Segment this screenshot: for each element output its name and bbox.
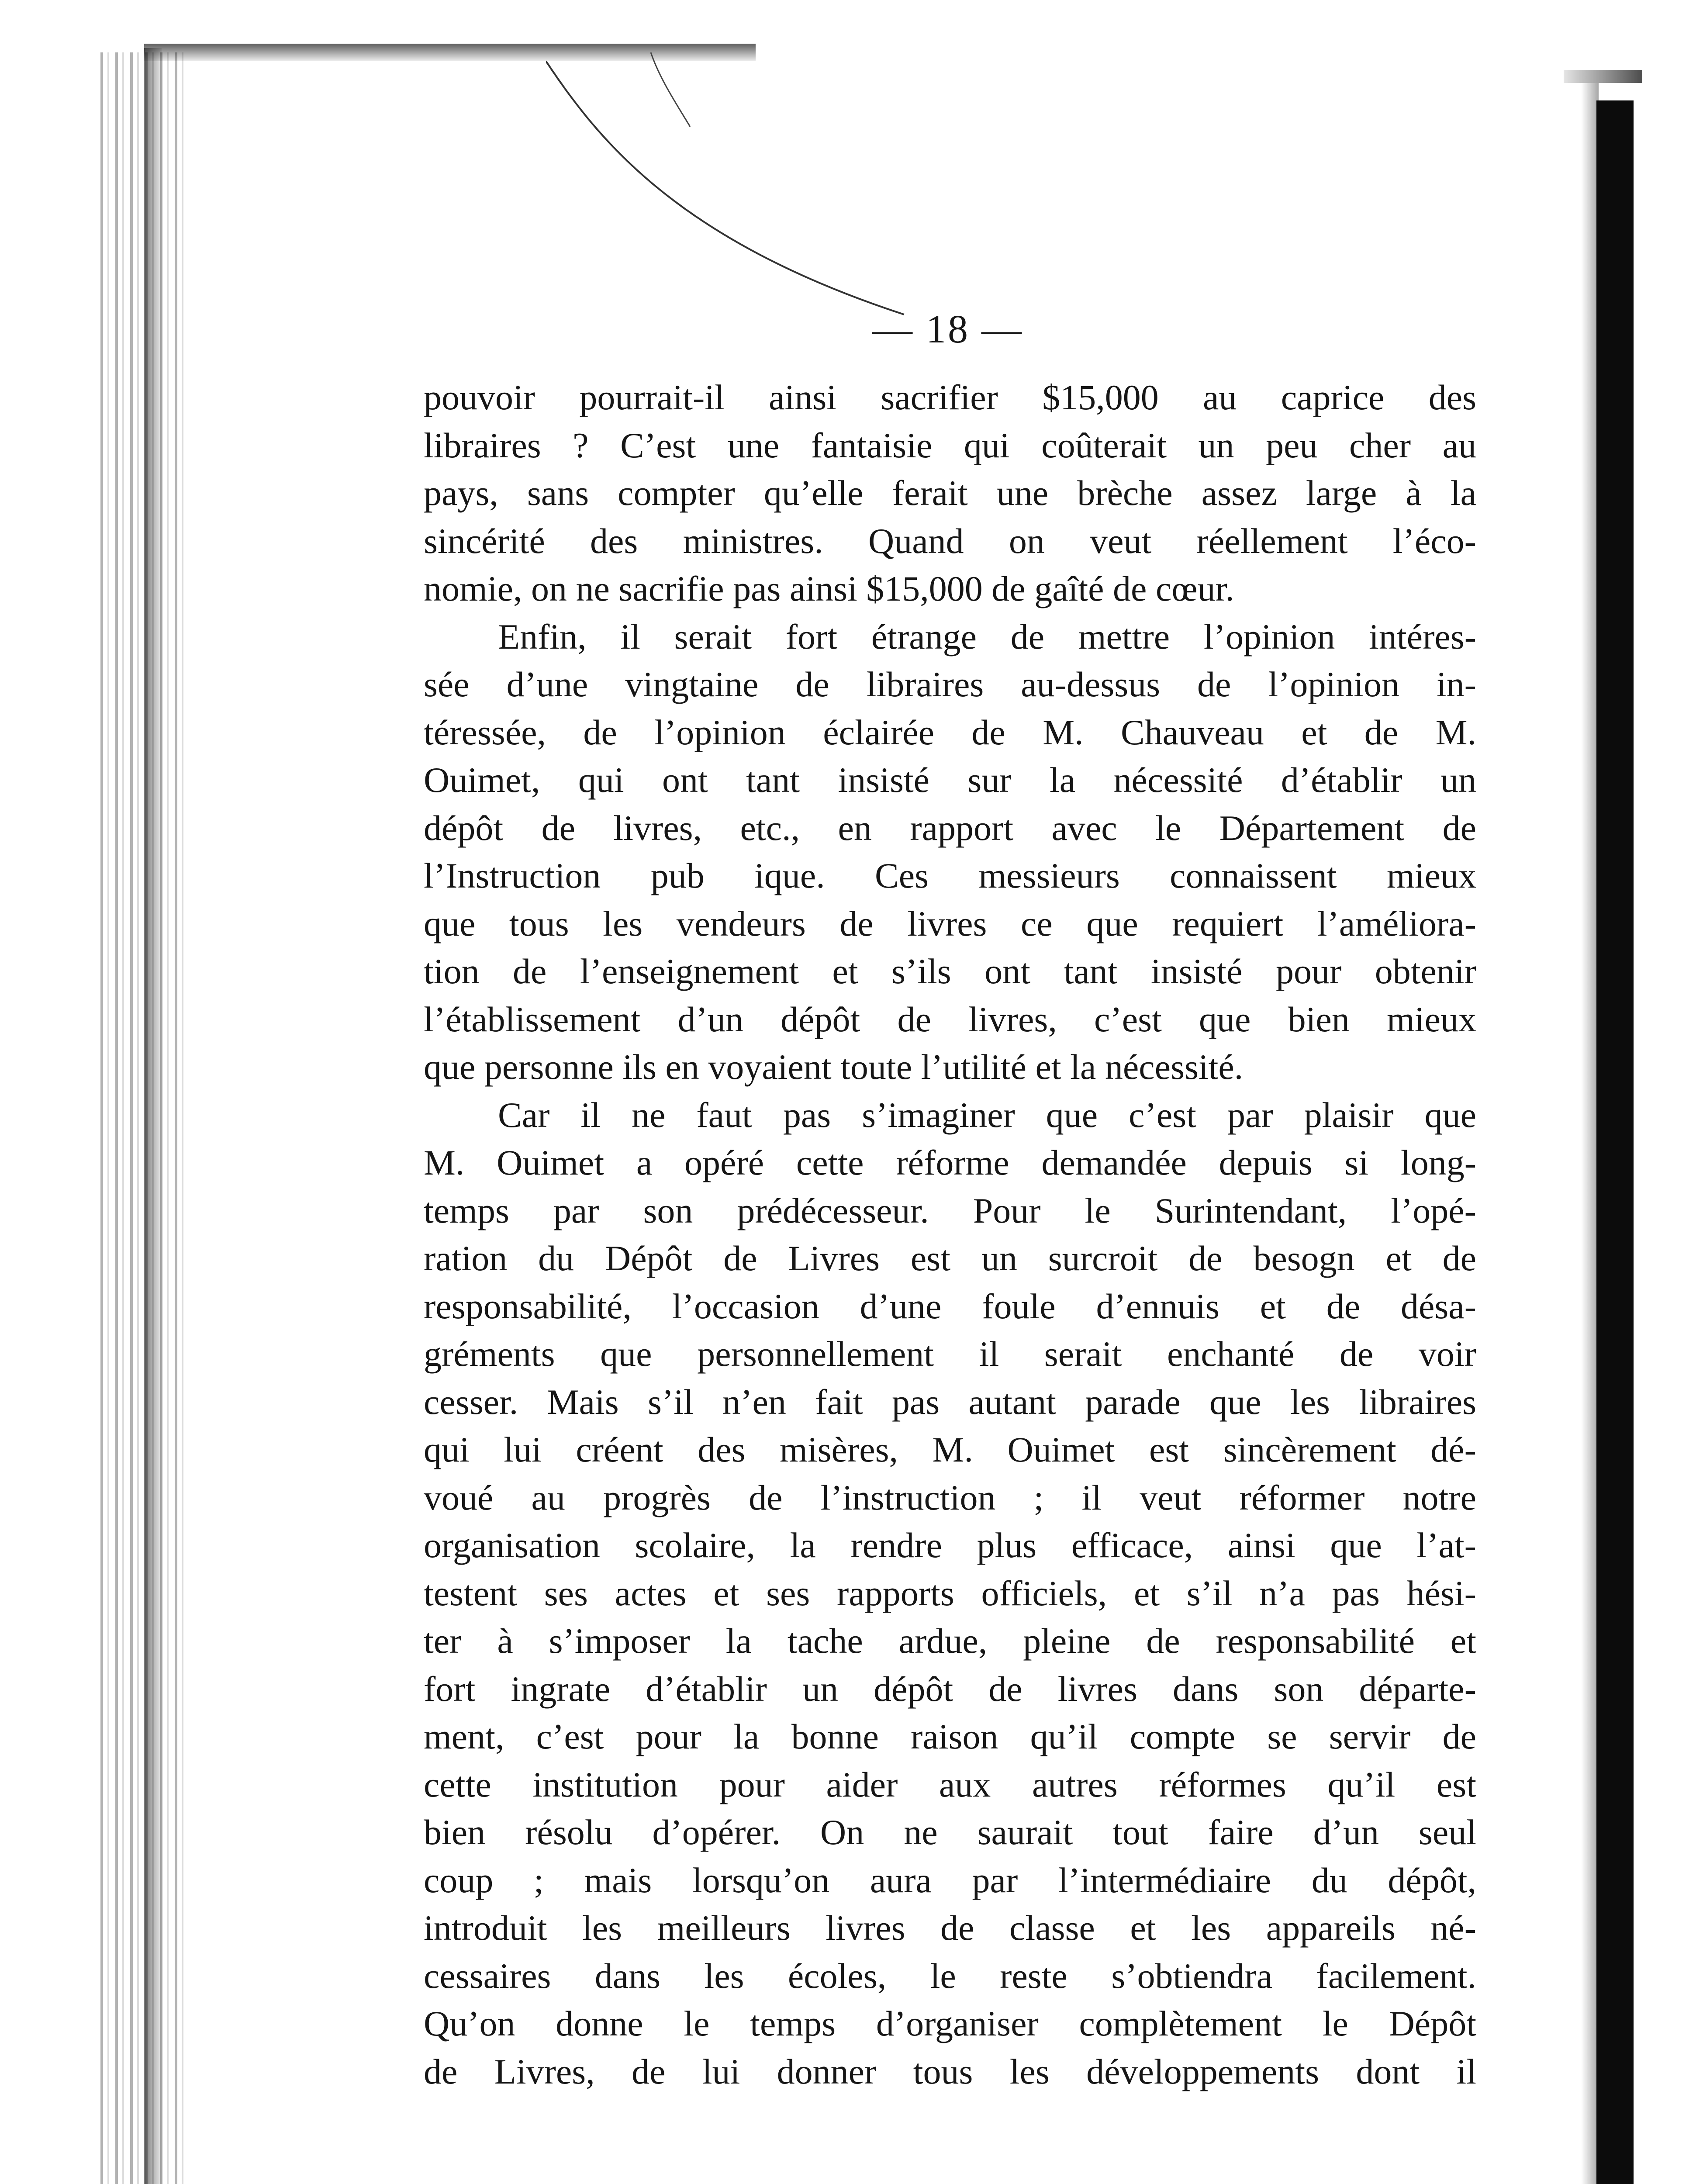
text-line: Qu’on donne le temps d’organiser complètement le Dépôt xyxy=(424,2004,1476,2043)
text-line: libraires ? C’est une fantaisie qui coûterait un peu cher au xyxy=(424,425,1476,465)
scan-fold-curve xyxy=(546,52,939,323)
paragraph-3 xyxy=(424,1091,1476,2096)
text-line: sincérité des ministres. Quand on veut réellement l’éco- xyxy=(424,521,1476,561)
text-line: sée d’une vingtaine de libraires au-dessus de l’opinion in- xyxy=(424,664,1476,704)
text-line: cesser. Mais s’il n’en fait pas autant parade que les libraires xyxy=(424,1382,1476,1422)
text-line: temps par son prédécesseur. Pour le Surintendant, l’opé- xyxy=(424,1190,1476,1230)
text-line: pouvoir pourrait-il ainsi sacrifier $15,000 au caprice des xyxy=(424,377,1476,417)
paragraph-2 xyxy=(424,613,1476,1091)
text-line: testent ses actes et ses rapports officiels, et s’il n’a pas hési- xyxy=(424,1573,1476,1613)
text-line: tion de l’enseignement et s’ils ont tant insisté pour obtenir xyxy=(424,951,1476,991)
text-line: M. Ouimet a opéré cette réforme demandée depuis si long- xyxy=(424,1143,1476,1182)
text-line: fort ingrate d’établir un dépôt de livres dans son départe- xyxy=(424,1669,1476,1709)
text-line: cessaires dans les écoles, le reste s’obtiendra facilement. xyxy=(424,1956,1476,1996)
text-line: pays, sans compter qu’elle ferait une brèche assez large à la xyxy=(424,473,1476,513)
scan-binding-shadow xyxy=(144,48,162,2184)
text-line: de Livres, de lui donner tous les développements dont il xyxy=(424,2051,1476,2091)
text-line: ment, c’est pour la bonne raison qu’il compte se servir de xyxy=(424,1717,1476,1756)
text-line: l’Instruction pub ique. Ces messieurs connaissent mieux xyxy=(424,856,1476,895)
text-line: responsabilité, l’occasion d’une foule d’ennuis et de désa- xyxy=(424,1286,1476,1326)
body-text xyxy=(424,373,1476,2095)
text-line: ration du Dépôt de Livres est un surcroit de besogn et de xyxy=(424,1238,1476,1278)
text-line: coup ; mais lorsqu’on aura par l’intermédiaire du dépôt, xyxy=(424,1860,1476,1900)
scan-right-top-mark xyxy=(1564,70,1642,83)
paragraph-1 xyxy=(424,373,1476,613)
text-line: l’établissement d’un dépôt de livres, c’est que bien mieux xyxy=(424,999,1476,1039)
text-line: que personne ils en voyaient toute l’utilité et la nécessité. xyxy=(424,1047,1244,1087)
scan-right-border xyxy=(1596,100,1634,2184)
text-line: organisation scolaire, la rendre plus efficace, ainsi que l’at- xyxy=(424,1525,1476,1565)
text-line: nomie, on ne sacrifie pas ainsi $15,000 de gaîté de cœur. xyxy=(424,569,1234,608)
page-number: — 18 — xyxy=(872,307,1023,351)
text-line: ter à s’imposer la tache ardue, pleine de responsabilité et xyxy=(424,1621,1476,1661)
text-line: gréments que personnellement il serait enchanté de voir xyxy=(424,1334,1476,1374)
text-line: bien résolu d’opérer. On ne saurait tout faire d’un seul xyxy=(424,1812,1476,1852)
text-line: introduit les meilleurs livres de classe et les appareils né- xyxy=(424,1908,1476,1948)
text-line: dépôt de livres, etc., en rapport avec le Département de xyxy=(424,808,1476,848)
text-line: qui lui créent des misères, M. Ouimet est sincèrement dé- xyxy=(424,1430,1476,1469)
text-line: Car il ne faut pas s’imaginer que c’est par plaisir que xyxy=(498,1095,1476,1135)
text-line: cette institution pour aider aux autres réformes qu’il est xyxy=(424,1764,1476,1804)
text-line: que tous les vendeurs de livres ce que requiert l’améliora- xyxy=(424,903,1476,943)
scan-right-shadow xyxy=(1581,83,1599,2184)
text-line: Ouimet, qui ont tant insisté sur la nécessité d’établir un xyxy=(424,760,1476,800)
text-line: voué au progrès de l’instruction ; il veut réformer notre xyxy=(424,1477,1476,1517)
text-line: Enfin, il serait fort étrange de mettre l’opinion intéres- xyxy=(498,616,1476,657)
text-line: téressée, de l’opinion éclairée de M. Chauveau et de M. xyxy=(424,712,1476,752)
